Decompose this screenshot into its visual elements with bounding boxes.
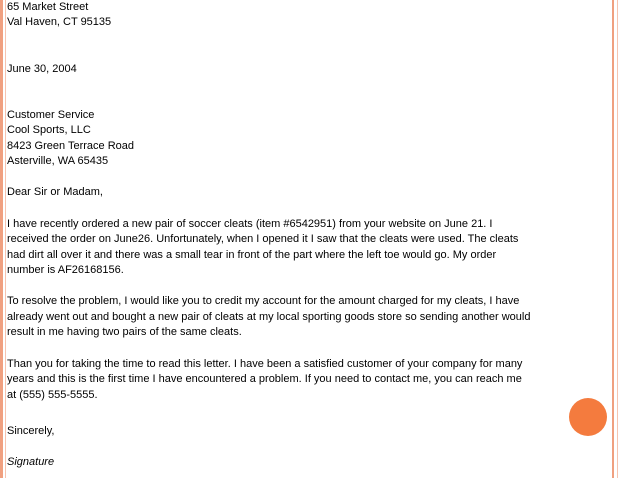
orange-circle-decoration	[569, 398, 607, 436]
sender-city: Val Haven, CT 95135	[7, 16, 112, 28]
body-p2-line-3: result in me having two pairs of the same cleats.	[7, 326, 242, 338]
body-p3-line-1: Than you for taking the time to read this letter. I have been a satisfied customer of your company for many	[7, 358, 523, 370]
body-p1-line-4: number is AF26168156.	[7, 264, 124, 276]
recipient-line-4: Asterville, WA 65435	[7, 155, 109, 167]
left-border-inner-line	[5, 0, 6, 478]
body-p1-line-3: had dirt all over it and there was a small tear in front of the part where the left toe would go. My order	[7, 249, 497, 261]
body-p1-line-1: I have recently ordered a new pair of soccer cleats (item #6542951) from your website on June 21. I	[7, 218, 493, 230]
left-border-line	[0, 0, 3, 478]
right-border-line	[612, 0, 614, 478]
signature: Signature	[7, 456, 55, 468]
recipient-line-2: Cool Sports, LLC	[7, 124, 91, 136]
letter-date: June 30, 2004	[7, 63, 77, 75]
sender-street: 65 Market Street	[7, 1, 89, 13]
closing: Sincerely,	[7, 425, 55, 437]
body-p3-line-2: years and this is the first time I have encountered a problem. If you need to contact me, you can reach me	[7, 373, 522, 385]
body-p3-line-3: at (555) 555-5555.	[7, 389, 98, 401]
body-p2-line-2: already went out and bought a new pair of cleats at my local sporting goods store so sending another would	[7, 311, 531, 323]
body-p1-line-2: received the order on June26. Unfortunately, when I opened it I saw that the cleats were used. The cleats	[7, 233, 519, 245]
right-border-inner-line	[617, 0, 618, 478]
body-p2-line-1: To resolve the problem, I would like you to credit my account for the amount charged for my cleats, I have	[7, 295, 520, 307]
recipient-line-1: Customer Service	[7, 109, 95, 121]
recipient-line-3: 8423 Green Terrace Road	[7, 140, 134, 152]
salutation: Dear Sir or Madam,	[7, 186, 103, 198]
